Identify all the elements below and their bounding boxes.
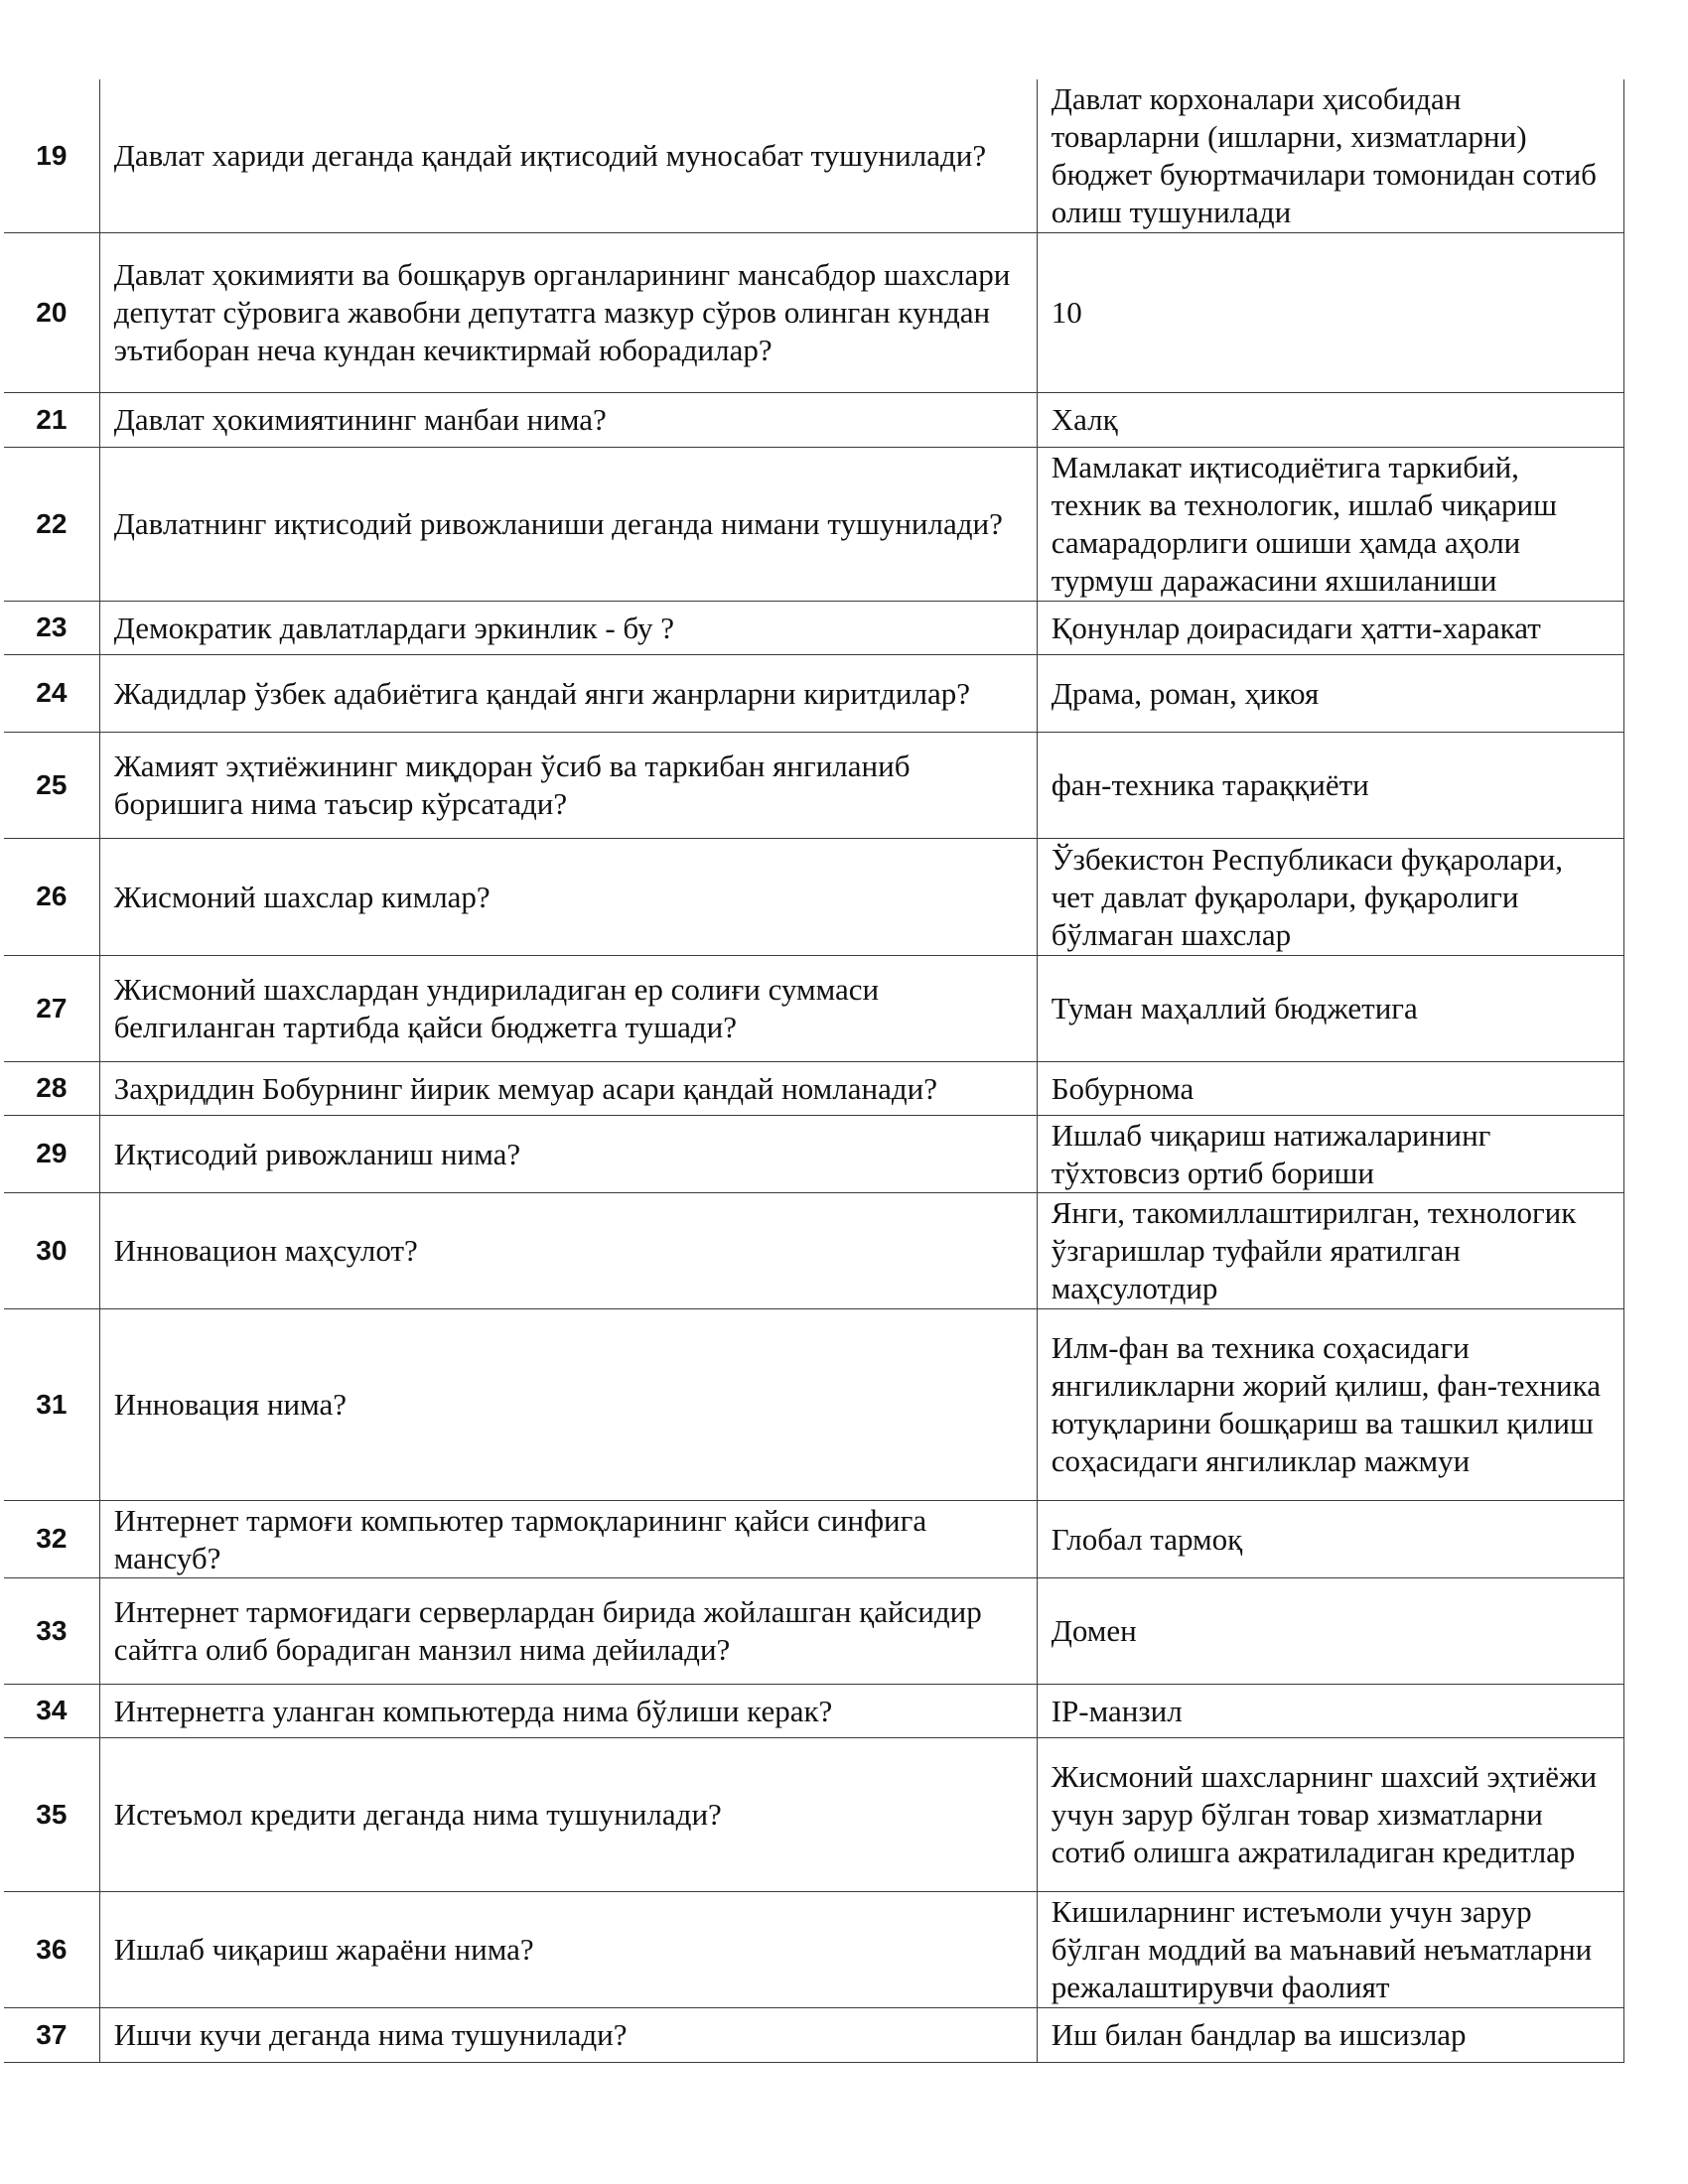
- row-number: 20: [4, 232, 99, 392]
- table-row: [4, 654, 1624, 732]
- question-cell: Давлат хариди деганда қандай иқтисодий муносабат тушунилади?: [99, 79, 1037, 232]
- row-number: 37: [4, 2007, 99, 2062]
- answer-cell: Қонунлар доирасидаги ҳатти-харакат: [1037, 601, 1623, 654]
- question-cell: Давлат ҳокимияти ва бошқарув органларининг мансабдор шахслари депутат сўровига жавобни депутатга мазкур сўров олинган кундан эътиборан неча кундан кечиктирмай юборадилар?: [99, 232, 1037, 392]
- answer-cell: Драма, роман, ҳикоя: [1037, 654, 1623, 732]
- table-row: [4, 1308, 1624, 1500]
- answer-cell: Жисмоний шахсларнинг шахсий эҳтиёжи учун зарур бўлган товар хизматларни сотиб олишга ажратиладиган кредитлар: [1037, 1737, 1623, 1891]
- question-cell: Жадидлар ўзбек адабиётига қандай янги жанрларни киритдилар?: [99, 654, 1037, 732]
- answer-cell: Домен: [1037, 1577, 1623, 1684]
- table-row: [4, 2007, 1624, 2062]
- question-cell: Давлат ҳокимиятининг манбаи нима?: [99, 392, 1037, 447]
- question-cell: Интернет тармоғи компьютер тармоқларининг қайси синфига мансуб?: [99, 1500, 1037, 1577]
- row-number: 33: [4, 1577, 99, 1684]
- row-number: 26: [4, 838, 99, 955]
- answer-cell: Янги, такомиллаштирилган, технологик ўзгаришлар туфайли яратилган маҳсулотдир: [1037, 1192, 1623, 1308]
- row-number: 27: [4, 955, 99, 1061]
- table-row: [4, 1684, 1624, 1737]
- question-cell: Жисмоний шахслар кимлар?: [99, 838, 1037, 955]
- question-cell: Интернет тармоғидаги серверлардан бирида жойлашган қайсидир сайтга олиб борадиган манзил нима дейилади?: [99, 1577, 1037, 1684]
- row-number: 34: [4, 1684, 99, 1737]
- question-cell: Демократик давлатлардаги эркинлик - бу ?: [99, 601, 1037, 654]
- row-number: 24: [4, 654, 99, 732]
- row-number: 23: [4, 601, 99, 654]
- question-cell: Инновацион маҳсулот?: [99, 1192, 1037, 1308]
- row-number: 22: [4, 447, 99, 601]
- table-row: [4, 1500, 1624, 1577]
- question-cell: Интернетга уланган компьютерда нима бўлиши керак?: [99, 1684, 1037, 1737]
- table-row: [4, 732, 1624, 838]
- row-number: 29: [4, 1115, 99, 1192]
- row-number: 36: [4, 1891, 99, 2007]
- answer-cell: Глобал тармоқ: [1037, 1500, 1623, 1577]
- row-number: 19: [4, 79, 99, 232]
- table-row: [4, 1891, 1624, 2007]
- answer-cell: Илм-фан ва техника соҳасидаги янгиликларни жорий қилиш, фан-техника ютуқларини бошқариш ва ташкил қилиш соҳасидаги янгиликлар мажмуи: [1037, 1308, 1623, 1500]
- answer-cell: Ишлаб чиқариш натижаларининг тўхтовсиз ортиб бориши: [1037, 1115, 1623, 1192]
- table-row: [4, 232, 1624, 392]
- question-cell: Ишлаб чиқариш жараёни нима?: [99, 1891, 1037, 2007]
- answer-cell: фан-техника тараққиёти: [1037, 732, 1623, 838]
- table-row: [4, 601, 1624, 654]
- answer-cell: Давлат корхоналари ҳисобидан товарларни (ишларни, хизматларни) бюджет буюртмачилари томонидан сотиб олиш тушунилади: [1037, 79, 1623, 232]
- table-row: [4, 955, 1624, 1061]
- answer-cell: Кишиларнинг истеъмоли учун зарур бўлган моддий ва маънавий неъматларни режалаштирувчи фаолият: [1037, 1891, 1623, 2007]
- table-row: [4, 447, 1624, 601]
- question-cell: Жисмоний шахслардан ундириладиган ер солиғи суммаси белгиланган тартибда қайси бюджетга тушади?: [99, 955, 1037, 1061]
- table-row: [4, 392, 1624, 447]
- row-number: 30: [4, 1192, 99, 1308]
- question-cell: Ишчи кучи деганда нима тушунилади?: [99, 2007, 1037, 2062]
- table-row: [4, 1192, 1624, 1308]
- row-number: 31: [4, 1308, 99, 1500]
- question-cell: Иқтисодий ривожланиш нима?: [99, 1115, 1037, 1192]
- row-number: 21: [4, 392, 99, 447]
- answer-cell: Бобурнома: [1037, 1061, 1623, 1115]
- row-number: 35: [4, 1737, 99, 1891]
- row-number: 32: [4, 1500, 99, 1577]
- answer-cell: Халқ: [1037, 392, 1623, 447]
- table-row: [4, 1577, 1624, 1684]
- answer-cell: Иш билан бандлар ва ишсизлар: [1037, 2007, 1623, 2062]
- question-cell: Заҳриддин Бобурнинг йирик мемуар асари қандай номланади?: [99, 1061, 1037, 1115]
- question-cell: Давлатнинг иқтисодий ривожланиши деганда нимани тушунилади?: [99, 447, 1037, 601]
- table-row: [4, 1115, 1624, 1192]
- answer-cell: Туман маҳаллий бюджетига: [1037, 955, 1623, 1061]
- question-cell: Инновация нима?: [99, 1308, 1037, 1500]
- qa-table: [4, 79, 1624, 2063]
- table-row: [4, 79, 1624, 232]
- table-row: [4, 1737, 1624, 1891]
- question-cell: Истеъмол кредити деганда нима тушунилади?: [99, 1737, 1037, 1891]
- answer-cell: Ўзбекистон Республикаси фуқаролари, чет давлат фуқаролари, фуқаролиги бўлмаган шахслар: [1037, 838, 1623, 955]
- table-row: [4, 838, 1624, 955]
- row-number: 25: [4, 732, 99, 838]
- question-cell: Жамият эҳтиёжининг миқдоран ўсиб ва таркибан янгиланиб боришига нима таъсир кўрсатади?: [99, 732, 1037, 838]
- answer-cell: 10: [1037, 232, 1623, 392]
- table-row: [4, 1061, 1624, 1115]
- answer-cell: Мамлакат иқтисодиётига таркибий, техник ва технологик, ишлаб чиқариш самарадорлиги ошиши ҳамда аҳоли турмуш даражасини яхшиланиши: [1037, 447, 1623, 601]
- row-number: 28: [4, 1061, 99, 1115]
- answer-cell: IP-манзил: [1037, 1684, 1623, 1737]
